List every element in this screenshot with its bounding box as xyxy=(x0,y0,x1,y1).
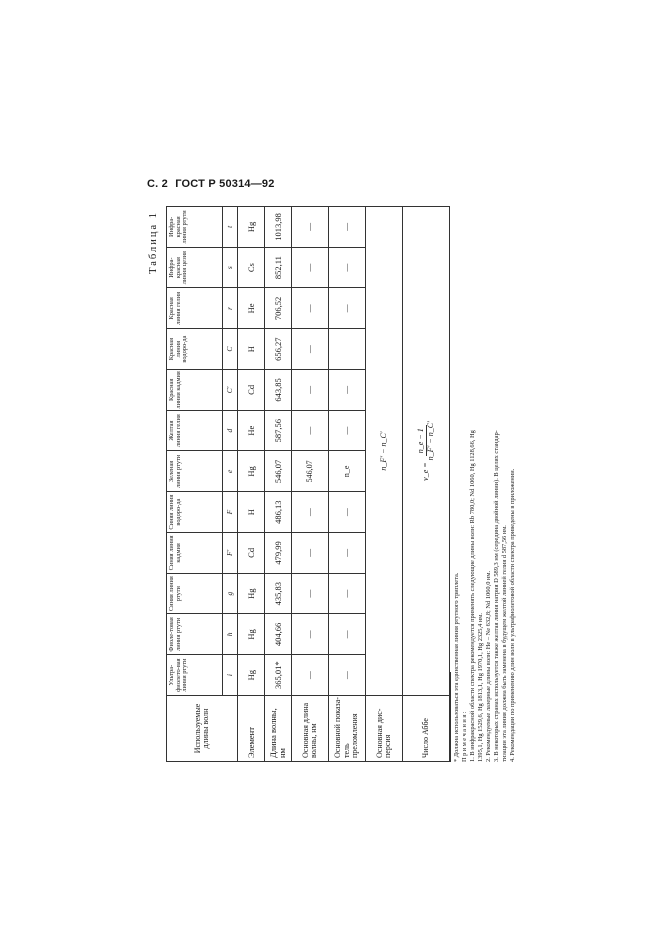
main-wavelength-cell-8: — xyxy=(292,370,329,411)
element-cell-6: Hg xyxy=(238,451,265,492)
element-cell-4: Cd xyxy=(238,533,265,574)
main-wavelength-cell-12: — xyxy=(292,207,329,248)
main-dispersion-row xyxy=(366,207,403,762)
col-symbol-9: C xyxy=(223,329,238,370)
element-cell-11: Cs xyxy=(238,247,265,288)
col-symbol-6: e xyxy=(223,451,238,492)
abbe-lhs: ν_e = xyxy=(420,462,430,481)
main-index-cell-10: — xyxy=(329,288,366,329)
col-header-8: Красная линия кадмия xyxy=(167,370,223,411)
header-row xyxy=(167,207,223,762)
standard-number: ГОСТ Р 50314—92 xyxy=(175,178,275,190)
note-1b: 1395,1, Hg 1529,6, Hg 1813,1, Hg 1970,1, Hg 2325,4 нм. xyxy=(477,613,484,762)
col-header-3: Синяя линия ртути xyxy=(167,573,223,614)
main-index-row xyxy=(329,207,366,762)
wavelength-row xyxy=(265,207,292,762)
main-wavelength-cell-10: — xyxy=(292,288,329,329)
element-cell-8: Cd xyxy=(238,370,265,411)
col-header-6: Зеленая линия ртути xyxy=(167,451,223,492)
row-label-element: Элемент xyxy=(238,696,265,762)
main-wavelength-row xyxy=(292,207,329,762)
main-wavelength-cell-11: — xyxy=(292,247,329,288)
row-label-main-index: Основной показа-тель преломления xyxy=(329,696,366,762)
page-header xyxy=(147,178,279,190)
main-wavelength-cell-1: — xyxy=(292,655,329,696)
page-number: С. 2 xyxy=(147,178,168,190)
footnotes xyxy=(450,207,517,762)
row-label-main-wavelength: Основная длина волны, нм xyxy=(292,696,329,762)
wavelength-table xyxy=(166,206,450,762)
col-header-5: Синяя линия водоро-да xyxy=(167,492,223,533)
main-index-cell-8: — xyxy=(329,370,366,411)
dispersion-formula: n_F′ − n_C′ xyxy=(366,207,403,696)
main-wavelength-cell-2: — xyxy=(292,614,329,655)
main-index-cell-9 xyxy=(329,329,366,370)
wavelength-cell-5: 486,13 xyxy=(265,492,292,533)
col-header-2: Фиолe-товая линия ртути xyxy=(167,614,223,655)
element-cell-7: He xyxy=(238,410,265,451)
table-body xyxy=(167,207,450,762)
main-index-cell-2: — xyxy=(329,614,366,655)
wavelength-cell-1: 365,01* xyxy=(265,655,292,696)
col-symbol-4: F′ xyxy=(223,533,238,574)
main-wavelength-cell-3: — xyxy=(292,573,329,614)
wavelength-cell-7: 587,56 xyxy=(265,410,292,451)
first-column-header: Используемые длины волн xyxy=(167,696,238,762)
main-index-cell-11: — xyxy=(329,247,366,288)
symbol-row xyxy=(223,207,238,762)
note-3a: 3. В некоторых странах используется также желтая линия натрия D 589,3 нм (середина двойной линии). В целях стандар- xyxy=(493,430,500,762)
wavelength-cell-3: 435,83 xyxy=(265,573,292,614)
note-2: 2. Рекомендуемые лазерные длины волн: He – Ne 632,8; Nd 1060,0 нм. xyxy=(485,570,492,762)
col-header-12: Инфра-красная линия ртути xyxy=(167,207,223,248)
col-header-9: Красная линия водоро-да xyxy=(167,329,223,370)
element-cell-5: H xyxy=(238,492,265,533)
col-symbol-11: s xyxy=(223,247,238,288)
main-index-cell-3: — xyxy=(329,573,366,614)
row-label-wavelength: Длина волны, нм xyxy=(265,696,292,762)
wavelength-cell-8: 643,85 xyxy=(265,370,292,411)
footnote-rule xyxy=(450,672,451,762)
col-symbol-1: i xyxy=(223,655,238,696)
row-label-main-dispersion: Основная дис-персия xyxy=(366,696,403,762)
rotated-table-region xyxy=(148,207,516,762)
footnote-star: * Должна использоваться эта единственная линия ртутного триплета. xyxy=(453,572,460,762)
abbe-numerator: n_e − 1 xyxy=(417,425,426,456)
main-index-cell-7: — xyxy=(329,410,366,451)
row-label-abbe: Число Аббе xyxy=(403,696,450,762)
main-index-cell-4: — xyxy=(329,533,366,574)
col-symbol-12: t xyxy=(223,207,238,248)
abbe-denominator: n_F′ − n_C′ xyxy=(425,421,435,461)
col-symbol-7: d xyxy=(223,410,238,451)
main-wavelength-cell-7: — xyxy=(292,410,329,451)
abbe-row xyxy=(403,207,450,762)
note-4: 4. Рекомендации по применению длин волн в ультрафиолетовой области спектра приведены в приложении. xyxy=(509,468,516,762)
col-symbol-10: r xyxy=(223,288,238,329)
col-header-10: Красная линия гелия xyxy=(167,288,223,329)
wavelength-cell-10: 706,52 xyxy=(265,288,292,329)
main-wavelength-cell-9: — xyxy=(292,329,329,370)
col-header-11: Инфра-красная линия цезия xyxy=(167,247,223,288)
element-cell-9: H xyxy=(238,329,265,370)
notes-title: Примечания: xyxy=(461,709,468,762)
element-row xyxy=(238,207,265,762)
table-caption: Таблица 1 xyxy=(148,211,159,274)
note-1a: 1. В инфракрасной области спектра рекомендуется применять следующие длины волн: Rb 780,0; Nd 1060, Hg 1128,66, Hg xyxy=(469,430,476,762)
col-header-7: Желтая линия гелия xyxy=(167,410,223,451)
main-index-cell-5: — xyxy=(329,492,366,533)
main-wavelength-cell-5: — xyxy=(292,492,329,533)
wavelength-cell-6: 546,07 xyxy=(265,451,292,492)
col-symbol-2: h xyxy=(223,614,238,655)
col-symbol-5: F xyxy=(223,492,238,533)
main-index-cell-6: n_e xyxy=(329,451,366,492)
wavelength-cell-2: 404,66 xyxy=(265,614,292,655)
abbe-formula xyxy=(403,207,450,696)
element-cell-12: Hg xyxy=(238,207,265,248)
wavelength-cell-9: 656,27 xyxy=(265,329,292,370)
col-symbol-3: g xyxy=(223,573,238,614)
col-header-1: Ультра-фиолето-вая линия ртути xyxy=(167,655,223,696)
wavelength-cell-11: 852,11 xyxy=(265,247,292,288)
wavelength-cell-12: 1013,98 xyxy=(265,207,292,248)
note-3b: тизации эта линия должна быть заменена в будущем желтой линией гелия d 587,56 нм. xyxy=(501,525,508,762)
wavelength-cell-4: 479,99 xyxy=(265,533,292,574)
main-index-cell-12: — xyxy=(329,207,366,248)
main-index-cell-1: — xyxy=(329,655,366,696)
col-header-4: Синяя линия кадмия xyxy=(167,533,223,574)
col-symbol-8: C′ xyxy=(223,370,238,411)
element-cell-10: He xyxy=(238,288,265,329)
element-cell-3: Hg xyxy=(238,573,265,614)
main-wavelength-cell-6: 546,07 xyxy=(292,451,329,492)
element-cell-2: Hg xyxy=(238,614,265,655)
element-cell-1: Hg xyxy=(238,655,265,696)
main-wavelength-cell-4: — xyxy=(292,533,329,574)
